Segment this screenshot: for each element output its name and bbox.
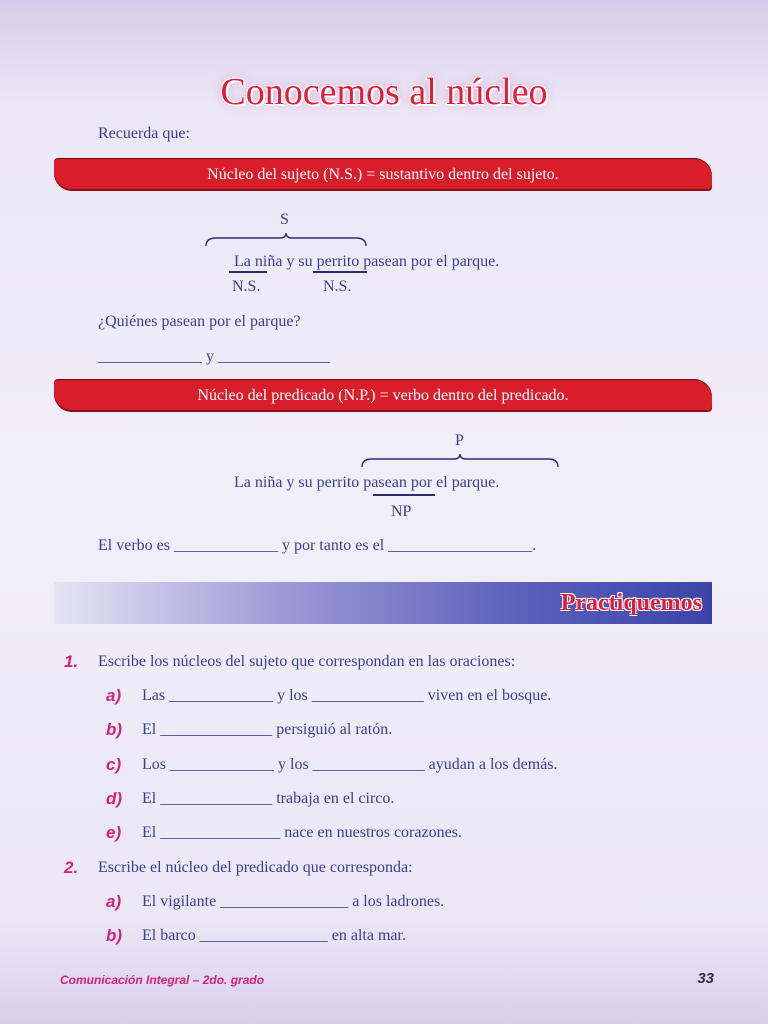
ex1-item-text[interactable]: El _______________ nace en nuestros corazones. (142, 824, 462, 841)
underline-nina (229, 271, 267, 273)
ns-label-1: N.S. (232, 278, 261, 295)
subject-label: S (280, 211, 289, 228)
ex1-item-letter: b) (106, 720, 123, 739)
subject-word-y: y (282, 253, 299, 270)
ex1-item-letter: a) (106, 686, 122, 705)
ex2-item-text[interactable]: El vigilante ________________ a los ladrones. (142, 893, 445, 910)
predicate-word-pasean: pasean (363, 474, 407, 491)
predicate-start: La niña y su perrito (234, 474, 364, 491)
ex1-item-text[interactable]: Los _____________ y los ______________ ayudan a los demás. (142, 756, 558, 773)
np-label: NP (391, 503, 412, 520)
exercise-2-number: 2. (64, 858, 79, 877)
subject-rule-box: Núcleo del sujeto (N.S.) = sustantivo dentro del sujeto. (54, 158, 712, 191)
predicate-brace (360, 453, 560, 469)
ex2-item-text[interactable]: El barco ________________ en alta mar. (142, 927, 406, 944)
page-number: 33 (697, 970, 714, 987)
question-text: ¿Quiénes pasean por el parque? (98, 313, 301, 330)
ex1-item-text[interactable]: Las _____________ y los ______________ viven en el bosque. (142, 687, 552, 704)
exercise-1-number: 1. (64, 652, 79, 671)
intro-text: Recuerda que: (98, 125, 190, 142)
predicate-sentence (234, 474, 499, 492)
exercise-2-instruction: Escribe el núcleo del predicado que corresponda: (98, 859, 413, 876)
ns-label-2: N.S. (323, 278, 352, 295)
subject-sentence (234, 253, 499, 271)
predicate-label: P (455, 432, 464, 449)
answer-blanks[interactable]: _____________ y ______________ (98, 348, 330, 365)
practice-title: Practiquemos (560, 590, 702, 616)
ex2-item-letter: b) (106, 926, 123, 945)
predicate-rule-box: Núcleo del predicado (N.P.) = verbo dentro del predicado. (54, 379, 712, 412)
subject-rest: pasean por el parque. (359, 253, 500, 270)
ex1-item-text[interactable]: El ______________ persiguió al ratón. (142, 721, 393, 738)
subject-word-nina: La niña (234, 253, 283, 270)
underline-pasean (373, 494, 435, 496)
footer-course: Comunicación Integral – 2do. grado (60, 973, 265, 987)
page-title: Conocemos al núcleo (220, 71, 548, 113)
ex1-item-text[interactable]: El ______________ trabaja en el circo. (142, 790, 395, 807)
predicate-rest: por el parque. (406, 474, 500, 491)
ex2-item-letter: a) (106, 892, 122, 911)
subject-brace (204, 232, 368, 248)
underline-perrito (313, 271, 367, 273)
exercise-1-instruction: Escribe los núcleos del sujeto que correspondan en las oraciones: (98, 653, 516, 670)
verb-line[interactable]: El verbo es _____________ y por tanto es el __________________. (98, 537, 537, 554)
subject-word-perrito: su perrito (298, 253, 360, 270)
ex1-item-letter: e) (106, 823, 122, 842)
ex1-item-letter: c) (106, 755, 122, 774)
ex1-item-letter: d) (106, 789, 123, 808)
